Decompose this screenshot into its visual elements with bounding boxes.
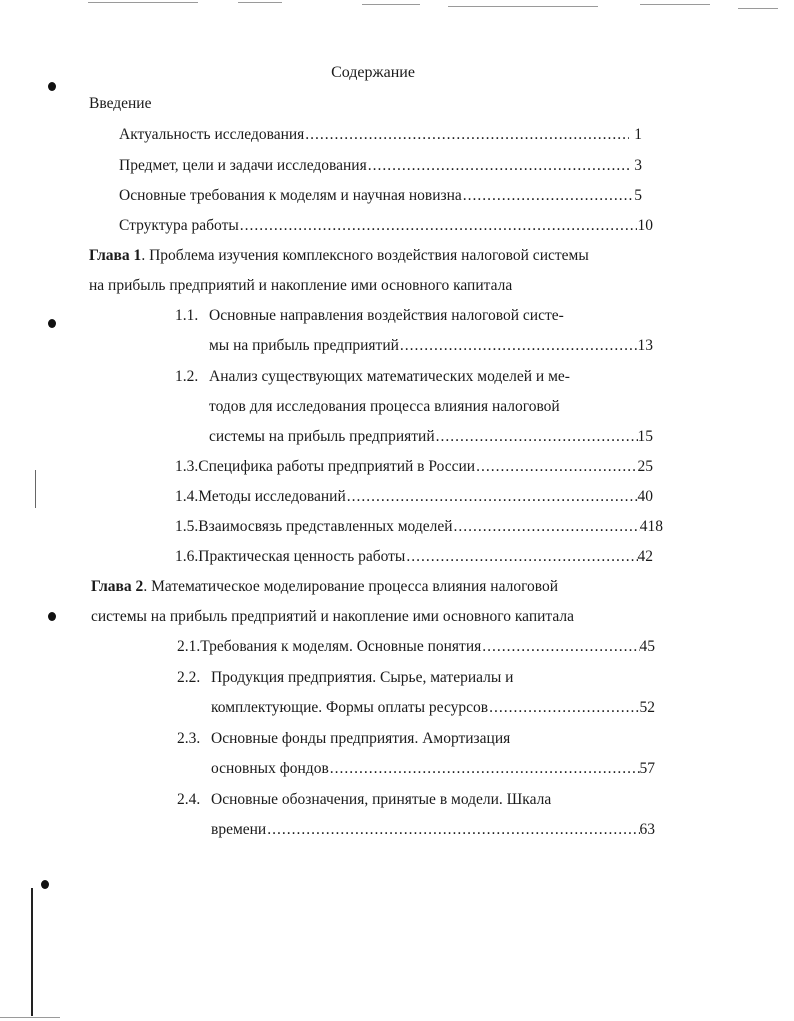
page-number: 25 [637, 458, 653, 475]
toc-entry-text: времени [211, 821, 267, 838]
toc-entry [211, 820, 655, 840]
toc-entry [177, 637, 655, 657]
toc-entry [175, 547, 653, 567]
toc-entry [209, 427, 653, 447]
chapter-2-title-cont: системы на прибыль предприятий и накопление ими основного капитала [91, 608, 575, 625]
section-number: 1.6. [175, 548, 199, 565]
binder-hole [48, 319, 56, 328]
toc-entry [175, 517, 663, 537]
toc-entry [175, 487, 653, 507]
page-number: 57 [639, 760, 655, 777]
page-number: 418 [639, 518, 663, 535]
dot-leader [406, 547, 637, 567]
dot-leader [330, 759, 640, 779]
toc-entry-text: Взаимосвязь представленных моделей [198, 518, 453, 535]
section-number: 1.3. [175, 458, 199, 475]
dot-leader [400, 336, 638, 356]
page-number: 5 [634, 187, 642, 204]
section-1-2-second: тодов для исследования процесса влияния налоговой [209, 398, 560, 415]
chapter-2-heading [91, 577, 558, 597]
toc-entry-text: системы на прибыль предприятий [209, 428, 435, 445]
chapter-1-title: . Проблема изучения комплексного воздействия налоговой системы [141, 247, 589, 264]
margin-rule [31, 888, 33, 1016]
toc-entry [175, 457, 653, 477]
section-number: 1.1. [175, 307, 199, 324]
section-text: Основные направления воздействия налоговой систе- [209, 307, 564, 324]
binder-hole [48, 82, 56, 91]
dot-leader [368, 156, 632, 176]
section-number: 1.2. [175, 368, 199, 385]
page-number: 42 [637, 548, 653, 565]
section-1-2-first [175, 367, 570, 387]
dot-leader [489, 698, 639, 718]
scan-edge-line [238, 2, 282, 3]
toc-entry-text: Структура работы [119, 217, 239, 234]
toc-entry [119, 216, 653, 236]
page-title: Содержание [331, 64, 415, 81]
dot-leader [267, 820, 639, 840]
section-2-3-first [177, 729, 510, 749]
scan-edge-line [0, 1017, 60, 1018]
toc-entry-text: Методы исследований [198, 488, 346, 505]
page-number: 15 [637, 428, 653, 445]
intro-heading: Введение [89, 95, 152, 112]
page-number: 3 [634, 157, 642, 174]
section-number: 1.4. [175, 488, 199, 505]
page-number: 13 [637, 337, 653, 354]
binder-hole [41, 880, 49, 889]
margin-rule [35, 470, 36, 508]
page-number: 52 [639, 699, 655, 716]
section-text: Основные фонды предприятия. Амортизация [211, 730, 511, 747]
chapter-2-label: Глава 2 [91, 578, 144, 595]
dot-leader [454, 517, 640, 537]
section-2-4-first [177, 790, 551, 810]
dot-leader [240, 216, 637, 236]
toc-entry-text: Актуальность исследования [119, 126, 305, 143]
scan-edge-line [640, 4, 710, 5]
toc-entry-text: Требования к моделям. Основные понятия [200, 638, 482, 655]
section-number: 2.2. [177, 669, 201, 686]
scan-edge-line [738, 8, 778, 9]
toc-entry [119, 186, 642, 206]
scan-edge-line [448, 6, 598, 7]
toc-entry-text: Специфика работы предприятий в России [198, 458, 476, 475]
page-number: 40 [637, 488, 653, 505]
scan-edge-line [88, 2, 198, 3]
section-text: Продукция предприятия. Сырье, материалы и [211, 669, 514, 686]
binder-hole [48, 612, 56, 621]
page-number: 63 [639, 821, 655, 838]
toc-entry [211, 698, 655, 718]
toc-entry-text: основных фондов [211, 760, 329, 777]
section-text: Анализ существующих математических моделей и ме- [209, 368, 570, 385]
dot-leader [463, 186, 634, 206]
dot-leader [436, 427, 638, 447]
toc-entry-text: комплектующие. Формы оплаты ресурсов [211, 699, 489, 716]
page-number: 1 [634, 126, 642, 143]
section-text: Основные обозначения, принятые в модели. Шкала [211, 791, 552, 808]
toc-entry [209, 336, 653, 356]
scan-edge-line [362, 4, 420, 5]
section-number: 2.3. [177, 730, 201, 747]
dot-leader [476, 457, 637, 477]
dot-leader [347, 487, 638, 507]
toc-entry-text: Предмет, цели и задачи исследования [119, 157, 367, 174]
toc-entry [119, 156, 642, 176]
page-number: 45 [639, 638, 655, 655]
section-1-1-first [175, 306, 564, 326]
page-number: 10 [637, 217, 653, 234]
chapter-1-label: Глава 1 [89, 247, 142, 264]
section-number: 1.5. [175, 518, 199, 535]
chapter-1-title-cont: на прибыль предприятий и накопление ими основного капитала [89, 277, 513, 294]
section-2-2-first [177, 668, 513, 688]
dot-leader [482, 637, 639, 657]
toc-entry-text: Практическая ценность работы [198, 548, 406, 565]
chapter-1-heading [89, 246, 589, 266]
toc-entry [119, 125, 642, 145]
dot-leader [305, 125, 629, 145]
section-number: 2.1. [177, 638, 201, 655]
toc-entry-text: мы на прибыль предприятий [209, 337, 399, 354]
chapter-2-title: . Математическое моделирование процесса влияния налоговой [143, 578, 559, 595]
toc-entry [211, 759, 655, 779]
section-number: 2.4. [177, 791, 201, 808]
toc-entry-text: Основные требования к моделям и научная новизна [119, 187, 462, 204]
